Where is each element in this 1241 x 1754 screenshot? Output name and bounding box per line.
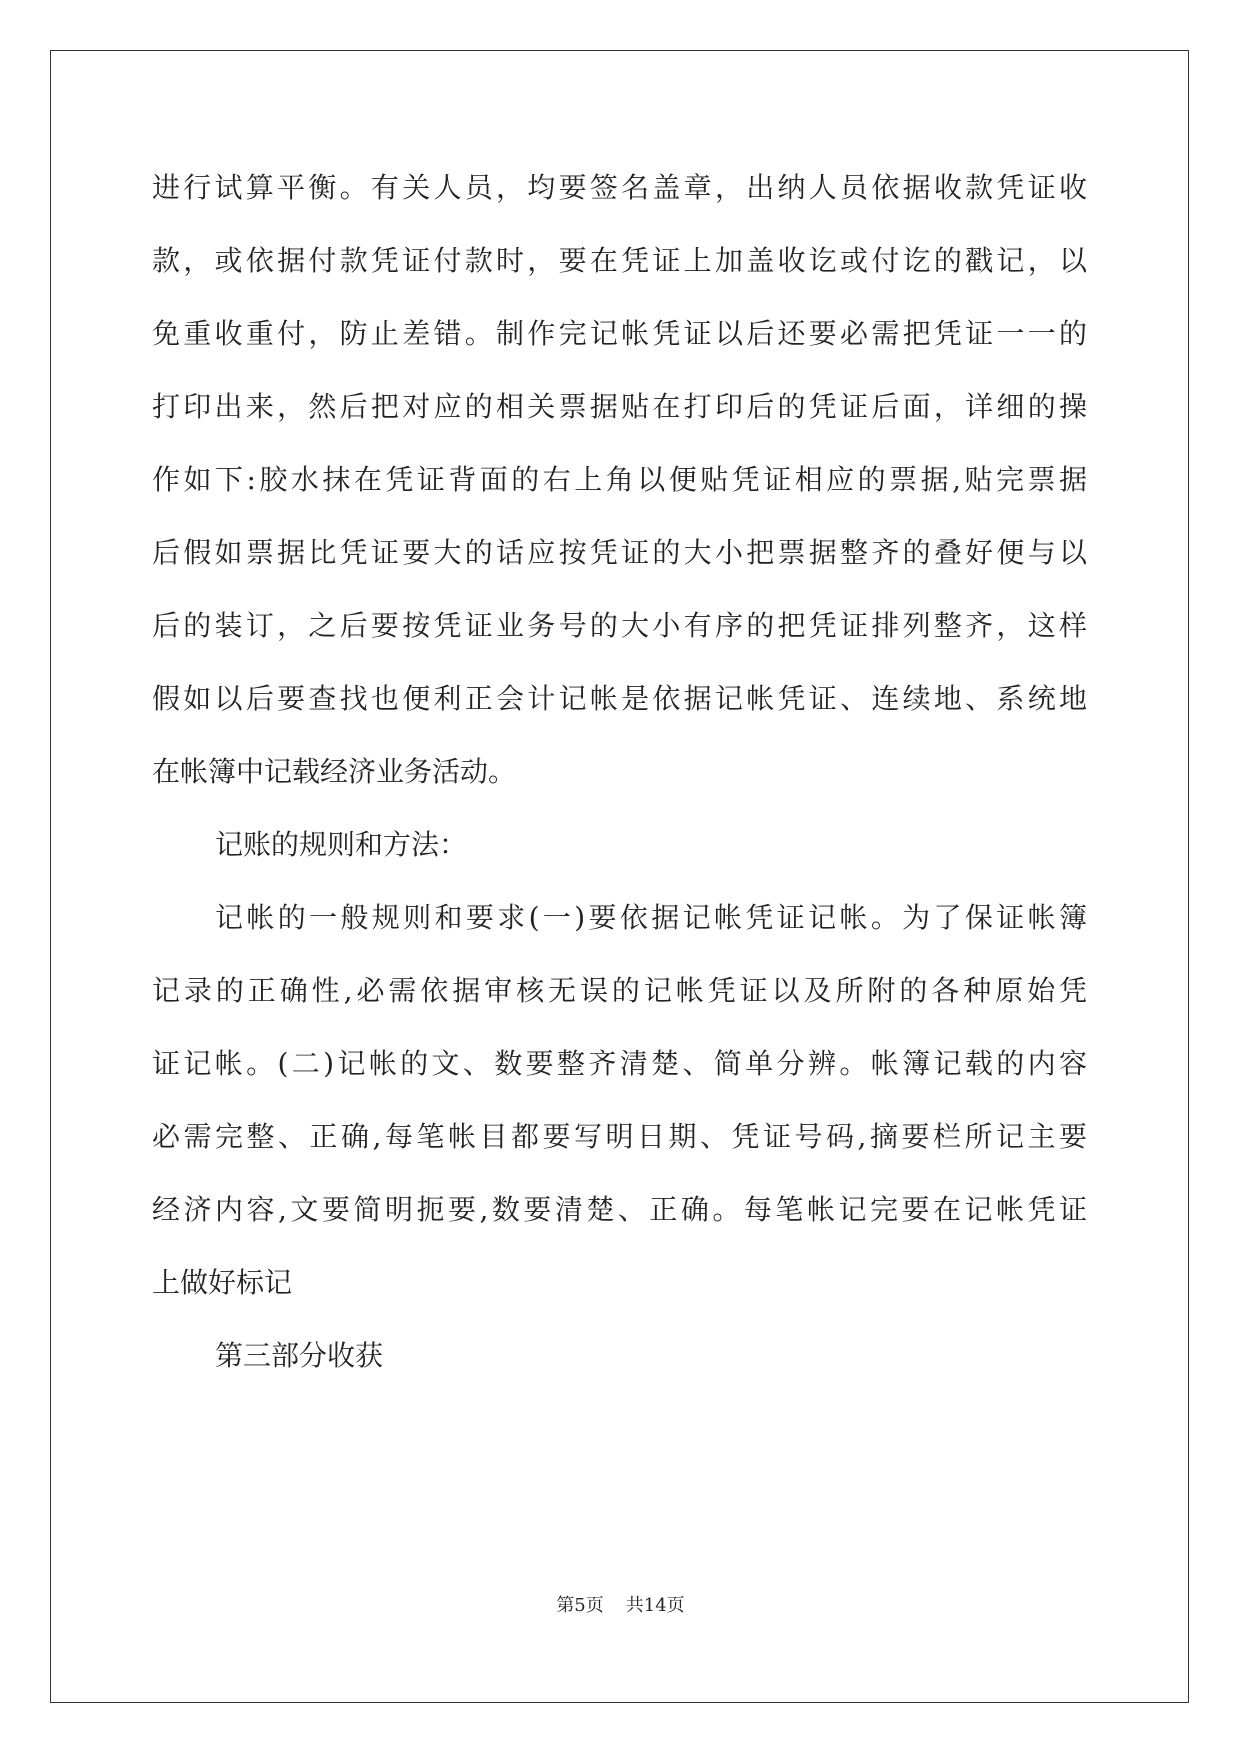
page-footer (0, 1594, 1241, 1618)
text-line: 必需完整、正确,每笔帐目都要写明日期、凭证号码,摘要栏所记主要 (152, 1120, 1087, 1153)
text-line: 作如下:胶水抹在凭证背面的右上角以便贴凭证相应的票据,贴完票据 (152, 463, 1087, 496)
text-line: 免重收重付，防止差错。制作完记帐凭证以后还要必需把凭证一一的 (152, 317, 1087, 350)
text-line: 后假如票据比凭证要大的话应按凭证的大小把票据整齐的叠好便与以 (152, 536, 1087, 569)
text-line: 记录的正确性,必需依据审核无误的记帐凭证以及所附的各种原始凭 (152, 974, 1087, 1007)
text-line: 证记帐。(二)记帐的文、数要整齐清楚、简单分辨。帐簿记载的内容 (152, 1047, 1087, 1080)
page-border (50, 50, 1189, 1703)
section-heading: 记账的规则和方法： (215, 828, 468, 861)
text-line: 后的装订，之后要按凭证业务号的大小有序的把凭证排列整齐，这样 (152, 609, 1087, 642)
text-line: 在帐簿中记载经济业务活动。 (152, 755, 517, 788)
text-line: 上做好标记 (152, 1266, 293, 1299)
text-line: 经济内容,文要简明扼要,数要清楚、正确。每笔帐记完要在记帐凭证 (152, 1193, 1087, 1226)
section-heading: 第三部分收获 (215, 1339, 384, 1372)
text-line: 记帐的一般规则和要求(一)要依据记帐凭证记帐。为了保证帐簿 (215, 901, 1087, 934)
text-line: 打印出来，然后把对应的相关票据贴在打印后的凭证后面，详细的操 (152, 390, 1087, 423)
text-line: 假如以后要查找也便利正会计记帐是依据记帐凭证、连续地、系统地 (152, 682, 1087, 715)
text-line: 款，或依据付款凭证付款时，要在凭证上加盖收讫或付讫的戳记，以 (152, 244, 1087, 277)
page-number: 第5页 (556, 1595, 604, 1616)
text-line: 进行试算平衡。有关人员，均要签名盖章，出纳人员依据收款凭证收 (152, 171, 1087, 204)
page-total: 共14页 (625, 1595, 685, 1616)
